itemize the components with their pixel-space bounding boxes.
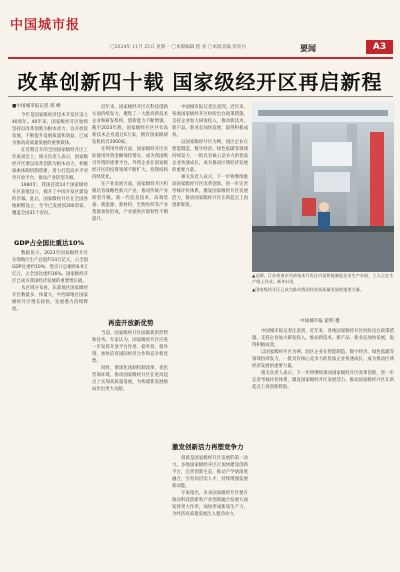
subhead-open: 再造开放新优势 bbox=[108, 319, 154, 327]
headline: 改革创新四十载 国家级经开区再启新程 bbox=[17, 70, 383, 94]
photo-credit: 中国城市报 霍明 摄 bbox=[300, 319, 340, 324]
paragraph: 当前，国家级经开区面临新的形势和任务。专家认为，国家级经开区应进一步发挥开放平台作用，稳外贸、稳外资，加快培育国际经济合作和竞争新优势。 bbox=[92, 331, 168, 364]
newspaper-logo: 中国城市报 bbox=[10, 18, 81, 33]
photo-caption-1: ▲近期，江苏省南京经济技术开发区内某智能制造企业生产车间，工人正在生产线上作业。新华社发 bbox=[252, 273, 394, 285]
byline: ■中国城市报记者 邢 峰 bbox=[12, 104, 61, 109]
paragraph: 在近期召开的全国国家级经开区工作座谈会上，相关负责人表示，国家级经开区要以改革创新为根本动力，积极探索体制机制创新，着力打造高水平对外开放平台，推动产业转型升级。 bbox=[12, 148, 88, 181]
subhead-innovation: 激发创新活力再塑竞争力 bbox=[172, 443, 244, 451]
headline-rule bbox=[8, 96, 393, 97]
section-name: 要闻 bbox=[300, 43, 316, 53]
masthead bbox=[0, 0, 400, 60]
paragraph: 近年来，国家级经开区在科技创新方面持续发力，聚集了一大批高新技术企业和研发机构，创新能力不断增强。截至2023年底，国家级经开区共有高新技术企业超过6万家，拥有国家级研发机构近2000家。 bbox=[92, 105, 168, 145]
paragraph: 专家指出，未来国家级经开区要在推动科技创新和产业创新融合发展方面发挥更大作用，加快形成新质生产力，为经济高质量发展注入强劲动力。 bbox=[172, 491, 248, 517]
paragraph: 以国家级经开区为例，园区企业在智能制造、数字经济、绿色低碳等领域持续发力，一批具有核心竞争力的优质企业快速成长，成为推动区域经济发展的重要力量。 bbox=[172, 140, 248, 173]
paragraph: 数据显示，2023年国家级经开区实现地区生产总值约14万亿元，占全国GDP比重约10%；进出口总额约6.9万亿元，占全国比重约16%。国家级经开区已成为我国经济发展的重要增长极。 bbox=[12, 251, 88, 284]
photo-caption bbox=[252, 273, 394, 294]
factory-photo bbox=[252, 102, 394, 272]
article-column-3a bbox=[172, 104, 248, 440]
photo-caption-2: ▲国家级经开区已成为推动我国经济高质量发展的重要力量。 bbox=[252, 287, 365, 293]
paragraph: 1984年，我国首批14个国家级经开区获批设立，揭开了中国开发区建设的序幕。此后，国家级经开区在全国各地相继设立，至今已发展到200余家，覆盖全国31个省份。 bbox=[12, 183, 88, 216]
paragraph: 中国城市报记者注意到，近年来，各地国家级经开区纷纷出台政策措施，支持企业加大研发投入，推动新技术、新产品、新业态加快发展，取得积极成效。 bbox=[252, 329, 394, 348]
paragraph: 在利用外资方面，国家级经开区实际使用外资金额保持增长，成为我国吸引外资的重要平台。外资企业在国家级经开区的投资领域不断扩大，投资结构持续优化。 bbox=[92, 147, 168, 180]
paragraph: 在产业发展方面，国家级经开区积极培育战略性新兴产业，推动传统产业转型升级。新一代信息技术、高端装备、新能源、新材料、生物医药等产业集群加快形成，产业链供应链韧性不断提升。 bbox=[92, 182, 168, 222]
dateline: 〇2024年 11月 25日 星期一 〇本版编辑 程 亮 〇本版美编 彭钦丹 bbox=[110, 45, 247, 50]
paragraph: 创新是国家级经开区发展的第一动力。多地国家级经开区正加快建设创新平台，完善创新生态，推动产学研深度融合，引育高层次人才，持续增强发展新动能。 bbox=[172, 456, 248, 489]
paragraph: 相关负责人表示，下一步将继续推动国家级经开区改革创新，进一步完善考核评价体系，激发国家级经开区发展活力，推动国家级经开区在新起点上再创新辉煌。 bbox=[172, 175, 248, 208]
paragraph: 相关负责人表示，下一步将继续推动国家级经开区改革创新，进一步完善考核评价体系，激发国家级经开区发展活力，推动国家级经开区在新起点上再创新辉煌。 bbox=[252, 371, 394, 390]
paragraph: 中国城市报记者注意到，近年来，各地国家级经开区纷纷出台政策措施，支持企业加大研发投入，推动新技术、新产品、新业态加快发展，取得积极成效。 bbox=[172, 105, 248, 138]
paragraph: 同时，要深化体制机制改革，优化营商环境，推动国家级经开区在更高起点上实现高质量发展，为构建新发展格局作出更大贡献。 bbox=[92, 366, 168, 392]
page-number: A3 bbox=[366, 40, 393, 54]
article-column-3 bbox=[172, 455, 248, 565]
paragraph: 以国家级经开区为例，园区企业在智能制造、数字经济、绿色低碳等领域持续发力，一批具有核心竞争力的优质企业快速成长，成为推动区域经济发展的重要力量。 bbox=[252, 350, 394, 369]
paragraph: 从区域分布看，东部地区国家级经开区数量多、体量大，中西部地区国家级经开区增长较快，发展潜力持续释放。 bbox=[12, 286, 88, 312]
factory-photo-illustration bbox=[252, 102, 394, 272]
paragraph: 今年是国家级经济技术开发区设立40周年。40年来，国家级经开区始终坚持以改革创新为根本动力，以开放促发展，不断提升发展质量和效益，已成为推动高质量发展的重要载体。 bbox=[12, 113, 88, 146]
article-column-4 bbox=[252, 328, 394, 566]
masthead-rule bbox=[8, 57, 393, 59]
article-column-2 bbox=[92, 104, 168, 312]
article-column-2b bbox=[92, 330, 168, 565]
article-column-1 bbox=[12, 112, 88, 234]
subhead-gdp: GDP占全国比重达10% bbox=[14, 239, 85, 247]
article-column-1b bbox=[12, 250, 88, 565]
